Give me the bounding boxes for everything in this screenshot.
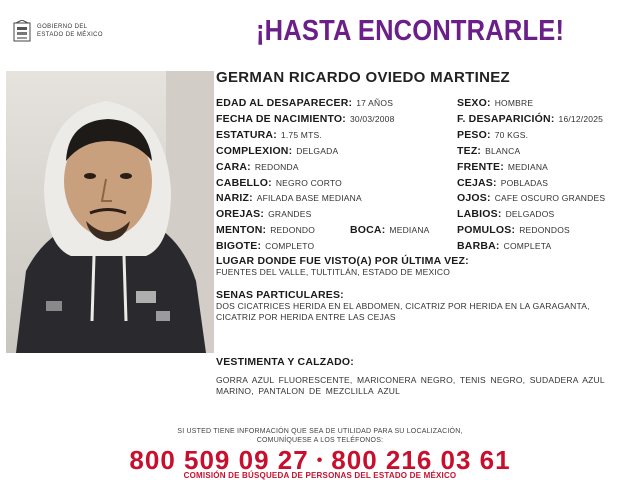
field-ojos-value: CAFE OSCURO GRANDES xyxy=(494,193,606,203)
phone-number-1: 800 509 09 27 xyxy=(129,445,309,475)
field-pomulos-value: REDONDOS xyxy=(519,225,570,235)
field-estatura-label: ESTATURA: xyxy=(216,129,277,141)
phone-number-2: 800 216 03 61 xyxy=(331,445,511,475)
field-desaparicion-label: F. DESAPARICIÓN: xyxy=(457,113,555,125)
field-cara xyxy=(216,159,299,174)
field-nacimiento-value: 30/03/2008 xyxy=(350,114,395,124)
clothing-text: GORRA AZUL FLUORESCENTE, MARICONERA NEGRO, TENIS NEGRO, SUDADERA AZUL MARINO, PANTALON DE MEZCLILLA AZUL xyxy=(216,375,605,396)
field-frente-value: MEDIANA xyxy=(507,162,549,172)
commission-name: COMISIÓN DE BÚSQUEDA DE PERSONAS DEL ESTADO DE MÉXICO xyxy=(183,471,457,480)
headline: ¡HASTA ENCONTRARLE! xyxy=(256,15,565,47)
field-menton-label: MENTON: xyxy=(216,224,267,236)
person-name: GERMAN RICARDO OVIEDO MARTINEZ xyxy=(216,69,510,86)
field-boca-label: BOCA: xyxy=(350,224,386,236)
field-sexo-label: SEXO: xyxy=(457,97,491,109)
field-orejas xyxy=(216,206,312,221)
field-complexion-value: DELGADA xyxy=(296,146,339,156)
field-labios-value: DELGADOS xyxy=(505,209,555,219)
state-seal-icon xyxy=(12,20,32,44)
field-cabello xyxy=(216,175,342,190)
footer-note xyxy=(0,427,640,445)
field-cejas-label: CEJAS: xyxy=(457,177,497,189)
field-nariz xyxy=(216,190,362,205)
clothing-title: VESTIMENTA Y CALZADO: xyxy=(216,356,354,368)
field-menton-value: REDONDO xyxy=(270,225,316,235)
person-photo xyxy=(6,71,214,353)
field-estatura xyxy=(216,127,322,142)
field-sexo-value: HOMBRE xyxy=(494,98,534,108)
field-nacimiento xyxy=(216,111,395,126)
field-frente-label: FRENTE: xyxy=(457,161,504,173)
field-desaparicion xyxy=(457,111,603,126)
logo-text-line2: ESTADO DE MÉXICO xyxy=(37,32,103,38)
field-peso-value: 70 KGS. xyxy=(494,130,529,140)
field-labios-label: LABIOS: xyxy=(457,208,502,220)
field-peso-label: PESO: xyxy=(457,129,491,141)
footer-note-line2: COMUNÍQUESE A LOS TELÉFONOS: xyxy=(256,437,384,444)
field-bigote xyxy=(216,238,314,253)
particular-signs-text: DOS CICATRICES HERIDA EN EL ABDOMEN, CICATRIZ POR HERIDA EN LA GARAGANTA, CICATRIZ POR HERIDA ENTRE LAS CEJAS xyxy=(216,301,590,322)
field-ojos-label: OJOS: xyxy=(457,192,491,204)
footer-note-line1: SI USTED TIENE INFORMACIÓN QUE SEA DE UTILIDAD PARA SU LOCALIZACIÓN, xyxy=(177,428,463,435)
field-sexo xyxy=(457,95,533,110)
last-seen-text: FUENTES DEL VALLE, TULTITLÁN, ESTADO DE MEXICO xyxy=(216,267,451,277)
field-labios xyxy=(457,206,554,221)
field-estatura-value: 1.75 MTS. xyxy=(280,130,322,140)
field-frente xyxy=(457,159,548,174)
field-edad-label: EDAD AL DESAPARECER: xyxy=(216,97,353,109)
field-orejas-value: GRANDES xyxy=(268,209,312,219)
last-seen-title: LUGAR DONDE FUE VISTO(A) POR ÚLTIMA VEZ: xyxy=(216,255,469,267)
phone-separator: • xyxy=(316,452,324,469)
particular-signs-title: SENAS PARTICULARES: xyxy=(216,289,344,301)
field-peso xyxy=(457,127,528,142)
field-orejas-label: OREJAS: xyxy=(216,208,265,220)
field-ojos xyxy=(457,190,605,205)
field-barba-label: BARBA: xyxy=(457,240,500,252)
field-tez xyxy=(457,143,520,158)
field-cara-label: CARA: xyxy=(216,161,251,173)
field-bigote-label: BIGOTE: xyxy=(216,240,262,252)
field-cabello-value: NEGRO CORTO xyxy=(275,178,342,188)
government-logo xyxy=(12,20,122,46)
field-barba xyxy=(457,238,551,253)
field-pomulos-label: POMULOS: xyxy=(457,224,516,236)
field-nariz-label: NARIZ: xyxy=(216,192,253,204)
field-desaparicion-value: 16/12/2025 xyxy=(558,114,604,124)
field-tez-value: BLANCA xyxy=(485,146,521,156)
field-edad xyxy=(216,95,393,110)
field-nacimiento-label: FECHA DE NACIMIENTO: xyxy=(216,113,346,125)
field-complexion-label: COMPLEXION: xyxy=(216,145,293,157)
field-cejas-value: POBLADAS xyxy=(500,178,549,188)
field-cara-value: REDONDA xyxy=(254,162,299,172)
field-tez-label: TEZ: xyxy=(457,145,482,157)
field-boca-value: MEDIANA xyxy=(389,225,430,235)
field-boca xyxy=(350,222,430,237)
field-complexion xyxy=(216,143,338,158)
field-edad-value: 17 AÑOS xyxy=(356,98,394,108)
field-pomulos xyxy=(457,222,570,237)
field-cejas xyxy=(457,175,548,190)
logo-text-line1: GOBIERNO DEL xyxy=(37,24,88,30)
field-nariz-value: AFILADA BASE MEDIANA xyxy=(256,193,362,203)
field-barba-value: COMPLETA xyxy=(503,241,552,251)
field-bigote-value: COMPLETO xyxy=(265,241,315,251)
field-menton xyxy=(216,222,315,237)
field-cabello-label: CABELLO: xyxy=(216,177,272,189)
person-photo-illustration xyxy=(6,71,214,353)
